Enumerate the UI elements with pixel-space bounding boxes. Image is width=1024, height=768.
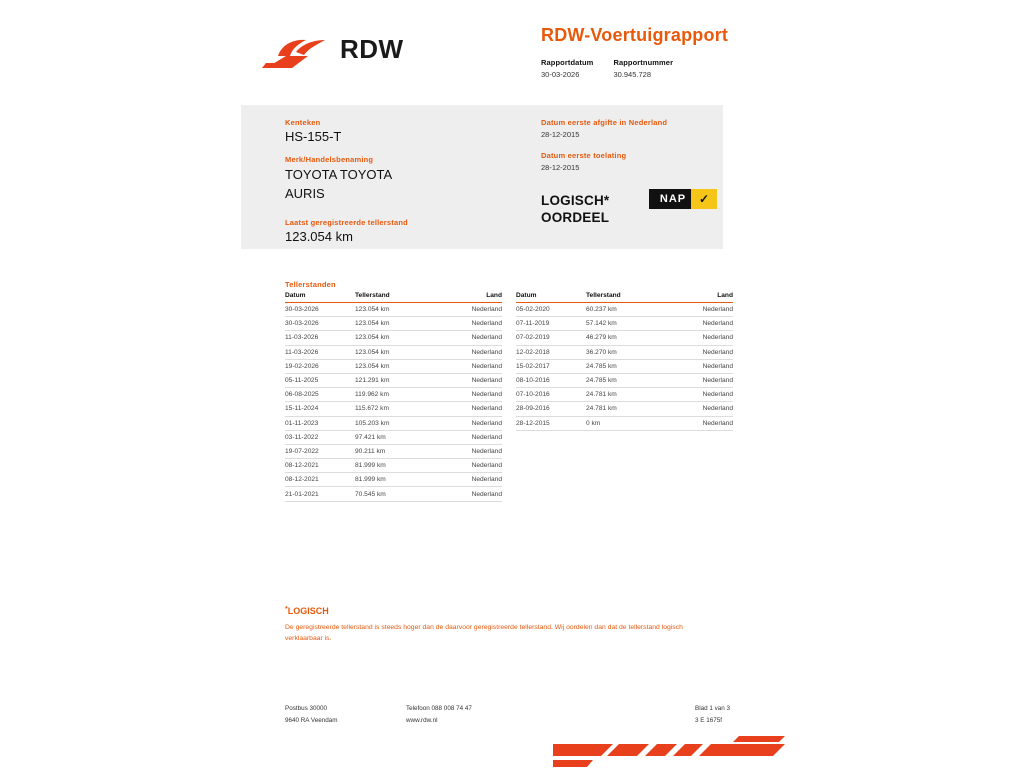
cell-tellerstand: 24.785 km <box>586 359 666 373</box>
kenteken-label: Kenteken <box>285 118 321 127</box>
cell-tellerstand: 0 km <box>586 416 666 430</box>
cell-tellerstand: 123.054 km <box>355 345 435 359</box>
cell-land: Nederland <box>666 331 733 345</box>
table-row <box>285 487 502 501</box>
cell-datum: 30-03-2026 <box>285 317 355 331</box>
cell-tellerstand: 115.672 km <box>355 402 435 416</box>
cell-land: Nederland <box>435 388 502 402</box>
cell-land: Nederland <box>435 303 502 317</box>
cell-datum: 30-03-2026 <box>285 303 355 317</box>
cell-datum: 08-12-2021 <box>285 473 355 487</box>
footer-address <box>285 703 338 728</box>
footer-address-line1: Postbus 30000 <box>285 705 328 712</box>
cell-tellerstand: 97.421 km <box>355 430 435 444</box>
cell-datum: 07-11-2019 <box>516 317 586 331</box>
cell-datum: 08-12-2021 <box>285 459 355 473</box>
cell-tellerstand: 123.054 km <box>355 303 435 317</box>
cell-land: Nederland <box>666 317 733 331</box>
cell-tellerstand: 70.545 km <box>355 487 435 501</box>
cell-land: Nederland <box>435 402 502 416</box>
report-number-value: 30.945.728 <box>613 70 651 79</box>
cell-tellerstand: 57.142 km <box>586 317 666 331</box>
cell-land: Nederland <box>666 373 733 387</box>
cell-tellerstand: 90.211 km <box>355 444 435 458</box>
column-header-tellerstand: Tellerstand <box>586 292 666 303</box>
cell-tellerstand: 24.785 km <box>586 373 666 387</box>
cell-datum: 07-10-2016 <box>516 388 586 402</box>
toelating-value: 28-12-2015 <box>541 163 580 172</box>
footnote-body: De geregistreerde tellerstand is steeds hoger dan de daarvoor geregistreerde tellerstand. Wij oordelen dan dat de tellerstand logisch verklaarbaar is. <box>285 624 683 643</box>
toelating-label: Datum eerste toelating <box>541 151 627 160</box>
cell-datum: 07-02-2019 <box>516 331 586 345</box>
cell-tellerstand: 36.270 km <box>586 345 666 359</box>
cell-tellerstand: 24.781 km <box>586 402 666 416</box>
verdict-line-1: LOGISCH* <box>541 193 610 208</box>
table-row <box>285 345 502 359</box>
report-meta <box>541 58 841 79</box>
cell-datum: 15-11-2024 <box>285 402 355 416</box>
column-header-datum: Datum <box>516 292 586 303</box>
table-row <box>285 416 502 430</box>
table-row <box>516 373 733 387</box>
afgifte-label: Datum eerste afgifte in Nederland <box>541 118 668 127</box>
footer-form-code: 3 E 1675f <box>695 717 722 725</box>
cell-tellerstand: 105.203 km <box>355 416 435 430</box>
table-row <box>516 402 733 416</box>
footnote-star: * <box>285 606 288 613</box>
table-row <box>285 459 502 473</box>
cell-datum: 28-12-2015 <box>516 416 586 430</box>
cell-land: Nederland <box>435 459 502 473</box>
cell-datum: 19-07-2022 <box>285 444 355 458</box>
tellerstand-label: Laatst geregistreerde tellerstand <box>285 217 408 227</box>
cell-land: Nederland <box>435 487 502 501</box>
footnote-title <box>285 606 329 616</box>
summary-right-column <box>541 118 721 184</box>
table-row <box>285 388 502 402</box>
report-number-label: Rapportnummer <box>613 58 674 67</box>
cell-land: Nederland <box>435 444 502 458</box>
table-row <box>516 331 733 345</box>
cell-datum: 05-02-2020 <box>516 303 586 317</box>
cell-land: Nederland <box>435 317 502 331</box>
cell-datum: 12-02-2018 <box>516 345 586 359</box>
cell-datum: 06-08-2025 <box>285 388 355 402</box>
footer-pageinfo <box>695 703 730 728</box>
cell-datum: 03-11-2022 <box>285 430 355 444</box>
vehicle-summary-panel <box>241 105 723 249</box>
table-row <box>516 303 733 317</box>
cell-land: Nederland <box>666 345 733 359</box>
merk-label: Merk/Handelsbenaming <box>285 155 374 164</box>
tellerstanden-title: Tellerstanden <box>285 280 336 289</box>
cell-tellerstand: 119.962 km <box>355 388 435 402</box>
tellerstanden-table-right <box>516 292 733 431</box>
cell-datum: 01-11-2023 <box>285 416 355 430</box>
table-row <box>285 444 502 458</box>
rdw-logo-text: RDW <box>340 34 404 64</box>
column-header-land: Land <box>435 292 502 303</box>
report-date-block <box>541 58 609 79</box>
table-header-row <box>516 292 733 303</box>
footnote-title-text: LOGISCH <box>287 606 329 616</box>
cell-land: Nederland <box>666 359 733 373</box>
cell-datum: 21-01-2021 <box>285 487 355 501</box>
cell-datum: 08-10-2016 <box>516 373 586 387</box>
cell-tellerstand: 123.054 km <box>355 331 435 345</box>
table-row <box>285 331 502 345</box>
verdict-text <box>541 193 609 227</box>
table-row <box>285 317 502 331</box>
merk-value: TOYOTA TOYOTA AURIS <box>285 167 392 201</box>
table-row <box>285 430 502 444</box>
table-row <box>516 416 733 430</box>
nap-badge: NAP <box>649 189 697 209</box>
cell-tellerstand: 81.999 km <box>355 459 435 473</box>
table-header-row <box>285 292 502 303</box>
footer-phone: Telefoon 088 008 74 47 <box>406 705 472 712</box>
table-row <box>516 388 733 402</box>
cell-tellerstand: 81.999 km <box>355 473 435 487</box>
cell-land: Nederland <box>435 359 502 373</box>
cell-land: Nederland <box>666 303 733 317</box>
verdict-line-2: OORDEEL <box>541 209 610 225</box>
cell-tellerstand: 123.054 km <box>355 317 435 331</box>
column-header-datum: Datum <box>285 292 355 303</box>
cell-datum: 15-02-2017 <box>516 359 586 373</box>
table-row <box>285 373 502 387</box>
cell-land: Nederland <box>435 473 502 487</box>
summary-left-column <box>285 118 505 255</box>
cell-datum: 11-03-2026 <box>285 345 355 359</box>
tellerstand-value: 123.054 km <box>285 228 353 244</box>
cell-land: Nederland <box>435 345 502 359</box>
cell-datum: 11-03-2026 <box>285 331 355 345</box>
cell-tellerstand: 121.291 km <box>355 373 435 387</box>
table-row <box>285 303 502 317</box>
cell-land: Nederland <box>435 430 502 444</box>
report-number-block <box>613 58 673 79</box>
cell-land: Nederland <box>666 416 733 430</box>
table-row <box>516 345 733 359</box>
cell-tellerstand: 24.781 km <box>586 388 666 402</box>
page-footer <box>0 700 1024 740</box>
report-title: RDW-Voertuigrapport <box>541 25 729 45</box>
report-date-label: Rapportdatum <box>541 58 594 67</box>
footer-address-line2: 9640 RA Veendam <box>285 717 338 725</box>
nap-check-icon: ✓ <box>691 189 717 209</box>
cell-tellerstand: 60.237 km <box>586 303 666 317</box>
tellerstanden-table-left <box>285 292 502 502</box>
report-date-value: 30-03-2026 <box>541 70 580 79</box>
column-header-land: Land <box>666 292 733 303</box>
cell-land: Nederland <box>666 388 733 402</box>
cell-tellerstand: 46.279 km <box>586 331 666 345</box>
footer-swoosh-graphic-icon <box>553 736 785 768</box>
table-row <box>285 359 502 373</box>
cell-datum: 19-02-2026 <box>285 359 355 373</box>
cell-land: Nederland <box>435 416 502 430</box>
cell-land: Nederland <box>435 331 502 345</box>
table-row <box>516 359 733 373</box>
column-header-tellerstand: Tellerstand <box>355 292 435 303</box>
cell-land: Nederland <box>666 402 733 416</box>
afgifte-value: 28-12-2015 <box>541 130 580 139</box>
footer-page-number: Blad 1 van 3 <box>695 705 731 712</box>
rdw-swoosh-logo-icon <box>262 38 330 72</box>
cell-datum: 28-09-2016 <box>516 402 586 416</box>
table-row <box>285 473 502 487</box>
table-row <box>516 317 733 331</box>
footer-contact <box>406 703 472 728</box>
cell-tellerstand: 123.054 km <box>355 359 435 373</box>
table-row <box>285 402 502 416</box>
cell-datum: 05-11-2025 <box>285 373 355 387</box>
cell-land: Nederland <box>435 373 502 387</box>
footer-website[interactable]: www.rdw.nl <box>406 717 438 725</box>
kenteken-value: HS-155-T <box>285 129 342 144</box>
rdw-logo <box>262 18 462 74</box>
